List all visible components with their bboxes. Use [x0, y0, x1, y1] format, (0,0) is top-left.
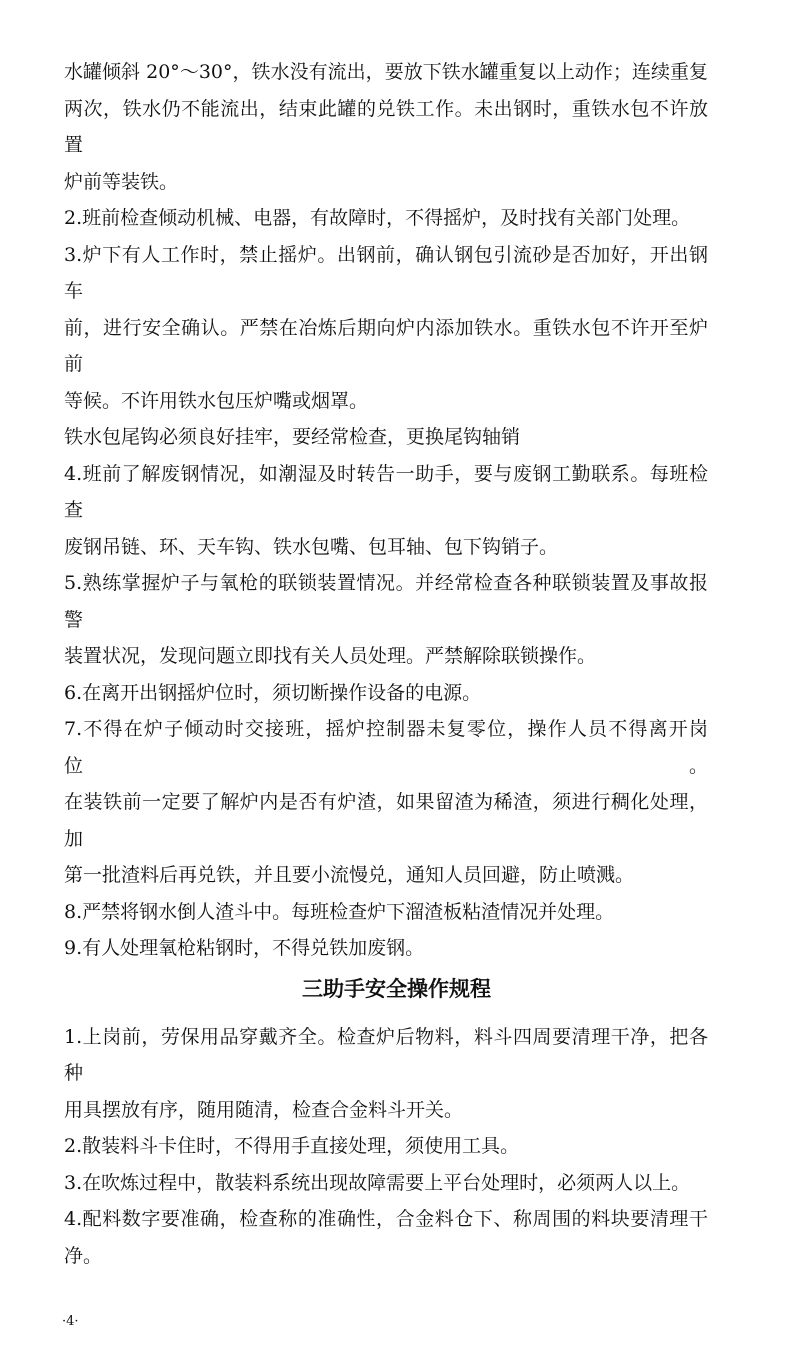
text-line: 7.不得在炉子倾动时交接班，摇炉控制器未复零位，操作人员不得离开岗位。: [64, 718, 708, 777]
text-line: 装置状况，发现问题立即找有关人员处理。严禁解除联锁操作。: [64, 645, 597, 667]
text-line: 等候。不许用铁水包压炉嘴或烟罩。: [64, 389, 369, 412]
text-line: 水罐倾斜 20°～30°，铁水没有流出，要放下铁水罐重复以上动作；连续重复: [64, 61, 708, 83]
text-line: 第一批渣料后再兑铁，并且要小流慢兑，通知人员回避，防止喷溅。: [64, 864, 635, 886]
text-line: 前，进行安全确认。严禁在冶炼后期向炉内添加铁水。重铁水包不许开至炉前: [64, 316, 708, 375]
text-line: 2.班前检查倾动机械、电器，有故障时，不得摇炉，及时找有关部门处理。: [64, 207, 691, 229]
text-line: 用具摆放有序，随用随清，检查合金料斗开关。: [64, 1098, 464, 1121]
text-line: 9.有人处理氧枪粘钢时，不得兑铁加废钢。: [64, 937, 425, 959]
page-number: ·4·: [62, 1314, 79, 1329]
text-line: 4.配料数字要准确，检查称的准确性，合金料仓下、称周围的料块要清理干: [64, 1208, 708, 1230]
section-third-assistant-rules: [64, 1019, 708, 1275]
text-line: 两次，铁水仍不能流出，结束此罐的兑铁工作。未出钢时，重铁水包不许放置: [64, 97, 708, 156]
text-line: 净。: [64, 1244, 103, 1267]
text-line: 5.熟练掌握炉子与氧枪的联锁装置情况。并经常检查各种联锁装置及事故报警: [64, 572, 708, 631]
text-line: 在装铁前一定要了解炉内是否有炉渣，如果留渣为稀渣，须进行稠化处理，加: [64, 791, 708, 850]
text-line: 废钢吊链、环、天车钩、铁水包嘴、包耳轴、包下钩销子。: [64, 535, 559, 558]
text-line: 1.上岗前，劳保用品穿戴齐全。检查炉后物料，料斗四周要清理干净，把各种: [64, 1025, 708, 1084]
text-line: 3.炉下有人工作时，禁止摇炉。出钢前，确认钢包引流砂是否加好，开出钢车: [64, 243, 708, 302]
section-previous-rules: [64, 54, 708, 967]
text-line: 铁水包尾钩必须良好挂牢，要经常检查，更换尾钩轴销: [64, 426, 521, 448]
section-title: 三助手安全操作规程: [302, 976, 491, 1001]
text-line: 4.班前了解废钢情况，如潮湿及时转告一助手，要与废钢工勤联系。每班检查: [64, 462, 708, 521]
text-line: 2.散装料斗卡住时，不得用手直接处理，须使用工具。: [64, 1135, 520, 1157]
text-line: 6.在离开出钢摇炉位时，须切断操作设备的电源。: [64, 681, 482, 704]
text-line: 3.在吹炼过程中，散装料系统出现故障需要上平台处理时，必须两人以上。: [64, 1171, 691, 1194]
text-line: 炉前等装铁。: [64, 170, 179, 193]
text-line: 8.严禁将钢水倒人渣斗中。每班检查炉下溜渣板粘渣情况并处理。: [64, 900, 615, 923]
